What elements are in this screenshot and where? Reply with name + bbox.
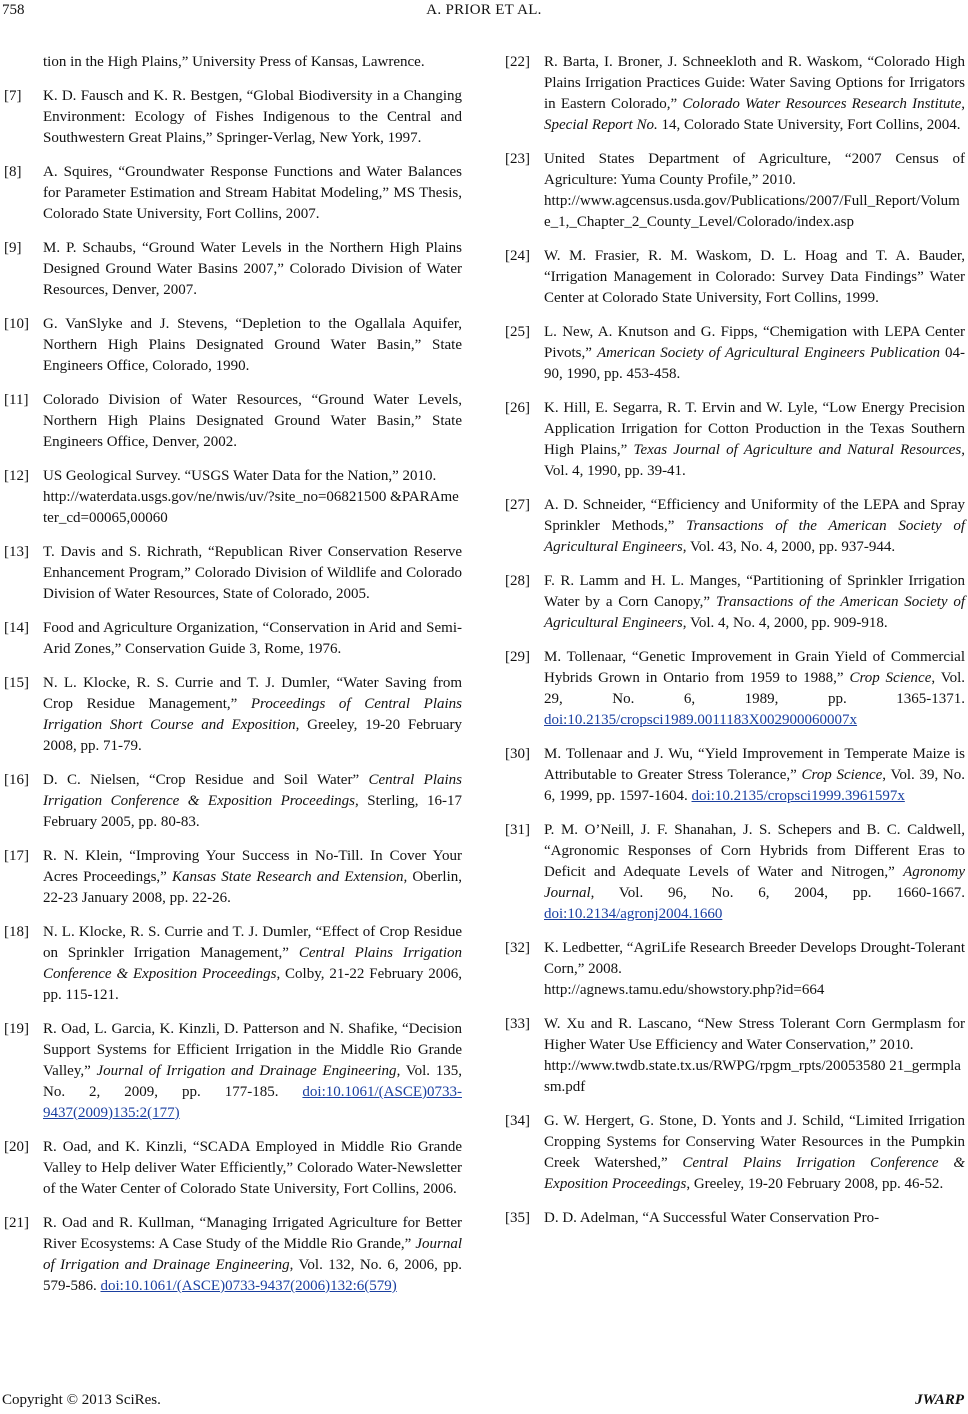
reference-entry — [505, 495, 965, 558]
reference-text: N. L. Klocke, R. S. Currie and T. J. Dumler, “Water Saving from Crop Residue Management,” — [43, 675, 462, 712]
reference-entry — [4, 52, 462, 73]
reference-number: [24] — [505, 248, 530, 264]
reference-entry — [505, 744, 965, 807]
reference-url: http://www.twdb.state.tx.us/RWPG/rpgm_rpts/20053580 21_germplasm.pdf — [544, 1058, 961, 1095]
journal-abbrev: JWARP — [915, 1392, 964, 1408]
references-left-column — [4, 52, 462, 1310]
reference-text: K. D. Fausch and K. R. Bestgen, “Global Biodiversity in a Changing Environment: Ecology of Fishes Indigenous to the Central and Southwestern Great Plains,” Springer-Verlag, New York, 1997. — [43, 88, 462, 146]
reference-entry — [505, 938, 965, 1001]
reference-text: , Vol. 132, No. 6, 2006, pp. 579-586. — [43, 1257, 462, 1294]
reference-italic-text: Special Report No. — [544, 117, 658, 133]
reference-number: [23] — [505, 151, 530, 167]
reference-number: [18] — [4, 924, 29, 940]
reference-entry — [505, 1014, 965, 1098]
reference-number: [13] — [4, 544, 29, 560]
reference-entry — [505, 1111, 965, 1195]
reference-text: M. P. Schaubs, “Ground Water Levels in the Northern High Plains Designed Ground Water Basins 2007,” Colorado Division of Water Resources, Denver, 2007. — [43, 240, 462, 298]
reference-italic-text: Crop Science — [801, 767, 883, 783]
reference-number: [10] — [4, 316, 29, 332]
references-right-column — [505, 52, 965, 1242]
reference-number: [21] — [4, 1215, 29, 1231]
reference-italic-text: Central Plains Irrigation Conference & Exposition Proceedings — [544, 1155, 965, 1192]
reference-number: [16] — [4, 772, 29, 788]
reference-entry — [505, 322, 965, 385]
reference-italic-text: Central Plains Irrigation Conference & Exposition Proceedings — [43, 772, 463, 809]
reference-entry — [505, 246, 965, 309]
reference-number: [27] — [505, 497, 530, 513]
reference-entry — [4, 673, 462, 757]
reference-number: [22] — [505, 54, 530, 70]
reference-text: , Sterling, 16-17 February 2005, pp. 80-83. — [43, 793, 462, 830]
reference-text: , — [961, 96, 965, 112]
reference-text: K. Hill, E. Segarra, R. T. Ervin and W. Lyle, “Low Energy Precision Application Irrigation for Cotton Production in the Texas Southern High Plains,” — [544, 400, 965, 458]
reference-number: [9] — [4, 240, 22, 256]
reference-entry — [4, 466, 462, 529]
reference-entry — [505, 1208, 965, 1229]
reference-text: , Greeley, 19-20 February 2008, pp. 46-52. — [686, 1176, 944, 1192]
reference-text: Food and Agriculture Organization, “Conservation in Arid and Semi-Arid Zones,” Conservation Guide 3, Rome, 1976. — [43, 620, 462, 657]
doi-link[interactable]: doi:10.2134/agronj2004.1660 — [544, 906, 723, 922]
reference-text: P. M. O’Neill, J. F. Shanahan, J. S. Schepers and B. C. Caldwell, “Agronomic Responses of Corn Hybrids from Different Eras to Deficit and Adequate Levels of Water and Nitrogen,” — [544, 822, 965, 880]
reference-entry — [4, 846, 462, 909]
reference-text: R. Oad, L. Garcia, K. Kinzli, D. Patterson and N. Shafike, “Decision Support Systems for Efficient Irrigation in the Middle Rio Grande Valley,” — [43, 1021, 462, 1079]
reference-url: http://www.agcensus.usda.gov/Publications/2007/Full_Report/Volume_1,_Chapter_2_County_Level/Colorado/index.asp — [544, 193, 960, 230]
reference-text: United States Department of Agriculture, “2007 Census of Agriculture: Yuma County Profile,” 2010. — [544, 151, 965, 188]
reference-text: , Vol. 43, No. 4, 2000, pp. 937-944. — [682, 539, 896, 555]
reference-text: F. R. Lamm and H. L. Manges, “Partitioning of Sprinkler Irrigation Water by a Corn Canopy,” — [544, 573, 965, 610]
reference-entry — [4, 922, 462, 1006]
reference-number: [12] — [4, 468, 29, 484]
reference-number: [35] — [505, 1210, 530, 1226]
reference-text: , Vol. 135, No. 2, 2009, pp. 177-185. — [43, 1063, 462, 1100]
reference-number: [25] — [505, 324, 530, 340]
reference-number: [33] — [505, 1016, 530, 1032]
reference-text: D. D. Adelman, “A Successful Water Conservation Pro- — [544, 1210, 880, 1226]
reference-number: [34] — [505, 1113, 530, 1129]
reference-text: , Vol. 4, 1990, pp. 39-41. — [544, 442, 965, 479]
reference-text: K. Ledbetter, “AgriLife Research Breeder Develops Drought-Tolerant Corn,” 2008. — [544, 940, 965, 977]
reference-text: G. VanSlyke and J. Stevens, “Depletion to the Ogallala Aquifer, Northern High Plains Designated Ground Water Basin,” State Engineers Office, Colorado, 1990. — [43, 316, 462, 374]
reference-text: , Colby, 21-22 February 2006, pp. 115-121. — [43, 966, 462, 1003]
reference-italic-text: Journal of Irrigation and Drainage Engineering — [96, 1063, 397, 1079]
reference-text: N. L. Klocke, R. S. Currie and T. J. Dumler, “Effect of Crop Residue on Sprinkler Irrigation Management,” — [43, 924, 462, 961]
reference-text: G. W. Hergert, G. Stone, D. Yonts and J. Schild, “Limited Irrigation Cropping Systems for Conserving Water Resources in the Pumpkin Creek Watershed,” — [544, 1113, 965, 1171]
reference-italic-text: American Society of Agricultural Engineers Publication — [596, 345, 940, 361]
reference-entry — [4, 390, 462, 453]
reference-number: [31] — [505, 822, 530, 838]
reference-url: http://agnews.tamu.edu/showstory.php?id=664 — [544, 982, 825, 998]
doi-link[interactable]: doi:10.1061/(ASCE)0733-9437(2006)132:6(579) — [100, 1278, 397, 1294]
reference-italic-text: Kansas State Research and Extension, — [171, 869, 408, 885]
reference-text: M. Tollenaar, “Genetic Improvement in Grain Yield of Commercial Hybrids Grown in Ontario from 1959 to 1988,” — [544, 649, 965, 686]
reference-number: [30] — [505, 746, 530, 762]
reference-text: Oberlin, 22-23 January 2008, pp. 22-26. — [43, 869, 462, 906]
reference-number: [28] — [505, 573, 530, 589]
reference-entry — [4, 770, 462, 833]
doi-link[interactable]: doi:10.2135/cropsci1989.0011183X002900060007x — [544, 712, 858, 728]
reference-text: , Vol. 39, No. 6, 1999, pp. 1597-1604. — [544, 767, 965, 804]
reference-entry — [4, 238, 462, 301]
reference-number: [20] — [4, 1139, 29, 1155]
reference-entry — [505, 571, 965, 634]
reference-text: T. Davis and S. Richrath, “Republican River Conservation Reserve Enhancement Program,” Colorado Division of Wildlife and Colorado Division of Water Resources, State of Colorado, 2005. — [43, 544, 462, 602]
reference-italic-text: Journal of Irrigation and Drainage Engineering — [43, 1236, 462, 1273]
reference-entry — [505, 820, 965, 925]
copyright-notice: Copyright © 2013 SciRes. — [2, 1392, 161, 1408]
reference-text: D. C. Nielsen, “Crop Residue and Soil Water” — [43, 772, 369, 788]
page-header — [0, 2, 968, 24]
reference-entry — [4, 542, 462, 605]
reference-entry — [505, 398, 965, 482]
reference-number: [15] — [4, 675, 29, 691]
reference-number: [7] — [4, 88, 22, 104]
reference-text: R. Oad and R. Kullman, “Managing Irrigated Agriculture for Better River Ecosystems: A Case Study of the Middle Rio Grande,” — [43, 1215, 462, 1252]
reference-text: R. N. Klein, “Improving Your Success in No-Till. In Cover Your Acres Proceedings,” — [43, 848, 462, 885]
reference-url: http://waterdata.usgs.gov/ne/nwis/uv/?site_no=06821500 &PARAmeter_cd=00065,00060 — [43, 489, 459, 526]
reference-italic-text: Proceedings of Central Plains Irrigation Short Course and Exposition — [43, 696, 462, 733]
reference-entry — [4, 86, 462, 149]
reference-entry — [4, 162, 462, 225]
reference-number: [19] — [4, 1021, 29, 1037]
reference-text: , Greeley, 19-20 February 2008, pp. 71-79. — [43, 717, 462, 754]
reference-text: , Vol. 96, No. 6, 2004, pp. 1660-1667. — [590, 885, 965, 901]
reference-number: [29] — [505, 649, 530, 665]
reference-entry — [505, 647, 965, 731]
reference-number: [17] — [4, 848, 29, 864]
reference-number: [8] — [4, 164, 22, 180]
reference-entry — [4, 618, 462, 660]
reference-entry — [4, 1137, 462, 1200]
reference-text: L. New, A. Knutson and G. Fipps, “Chemigation with LEPA Center Pivots,” — [544, 324, 965, 361]
reference-number: [26] — [505, 400, 530, 416]
reference-text: R. Barta, I. Broner, J. Schneekloth and R. Waskom, “Colorado High Plains Irrigation Practices Guide: Water Saving Options for Irrigators in Eastern Colorado,” — [544, 54, 965, 112]
reference-text: tion in the High Plains,” University Press of Kansas, Lawrence. — [43, 54, 425, 70]
reference-text: , Vol. 29, No. 6, 1989, pp. 1365-1371. — [544, 670, 966, 707]
doi-link[interactable]: doi:10.1061/(ASCE)0733-9437(2009)135:2(177) — [43, 1084, 462, 1121]
reference-entry — [4, 1019, 462, 1124]
reference-italic-text: Agronomy Journal — [544, 864, 965, 901]
reference-italic-text: Colorado Water Resources Research Institute — [682, 96, 962, 112]
reference-italic-text: Central Plains Irrigation Conference & Exposition Proceedings — [43, 945, 462, 982]
doi-link[interactable]: doi:10.2135/cropsci1999.3961597x — [691, 788, 905, 804]
reference-text: M. Tollenaar and J. Wu, “Yield Improvement in Temperate Maize is Attributable to Greater Stress Tolerance,” — [544, 746, 965, 783]
reference-text: A. Squires, “Groundwater Response Functions and Water Balances for Parameter Estimation and Stream Habitat Modeling,” MS Thesis, Colorado State University, Fort Collins, 2007. — [43, 164, 462, 222]
reference-number: [32] — [505, 940, 530, 956]
reference-entry — [4, 314, 462, 377]
reference-entry — [505, 52, 965, 136]
reference-entry — [505, 149, 965, 233]
reference-text: 04-90, 1990, pp. 453-458. — [544, 345, 965, 382]
reference-text: 14, Colorado State University, Fort Collins, 2004. — [657, 117, 961, 133]
reference-text: US Geological Survey. “USGS Water Data for the Nation,” 2010. — [43, 468, 437, 484]
reference-italic-text: Crop Science — [849, 670, 932, 686]
reference-italic-text: Texas Journal of Agriculture and Natural Resources — [633, 442, 962, 458]
reference-italic-text: Transactions of the American Society of Agricultural Engineers — [544, 518, 965, 555]
reference-text: R. Oad, and K. Kinzli, “SCADA Employed in Middle Rio Grande Valley to Help deliver Water Efficiently,” Colorado Water-Newsletter of the Water Center of Colorado State University, Fort Collins, 2006. — [43, 1139, 462, 1197]
reference-italic-text: Transactions of the American Society of Agricultural Engineers — [544, 594, 965, 631]
reference-text: Colorado Division of Water Resources, “Ground Water Levels, Northern High Plains Designated Ground Water Basin,” State Engineers Office, Denver, 2002. — [43, 392, 462, 450]
running-authors: A. PRIOR ET AL. — [426, 2, 542, 18]
reference-text: W. Xu and R. Lascano, “New Stress Tolerant Corn Germplasm for Higher Water Use Efficiency and Water Conservation,” 2010. — [544, 1016, 965, 1053]
reference-text: A. D. Schneider, “Efficiency and Uniformity of the LEPA and Spray Sprinkler Methods,” — [544, 497, 965, 534]
reference-text: , Vol. 4, No. 4, 2000, pp. 909-918. — [682, 615, 888, 631]
reference-text: W. M. Frasier, R. M. Waskom, D. L. Hoag and T. A. Bauder, “Irrigation Management in Colorado: Survey Data Findings” Water Center at Colorado State University, Fort Collins, 1999. — [544, 248, 965, 306]
reference-number: [14] — [4, 620, 29, 636]
page-number: 758 — [2, 2, 25, 18]
reference-number: [11] — [4, 392, 29, 408]
reference-entry — [4, 1213, 462, 1297]
